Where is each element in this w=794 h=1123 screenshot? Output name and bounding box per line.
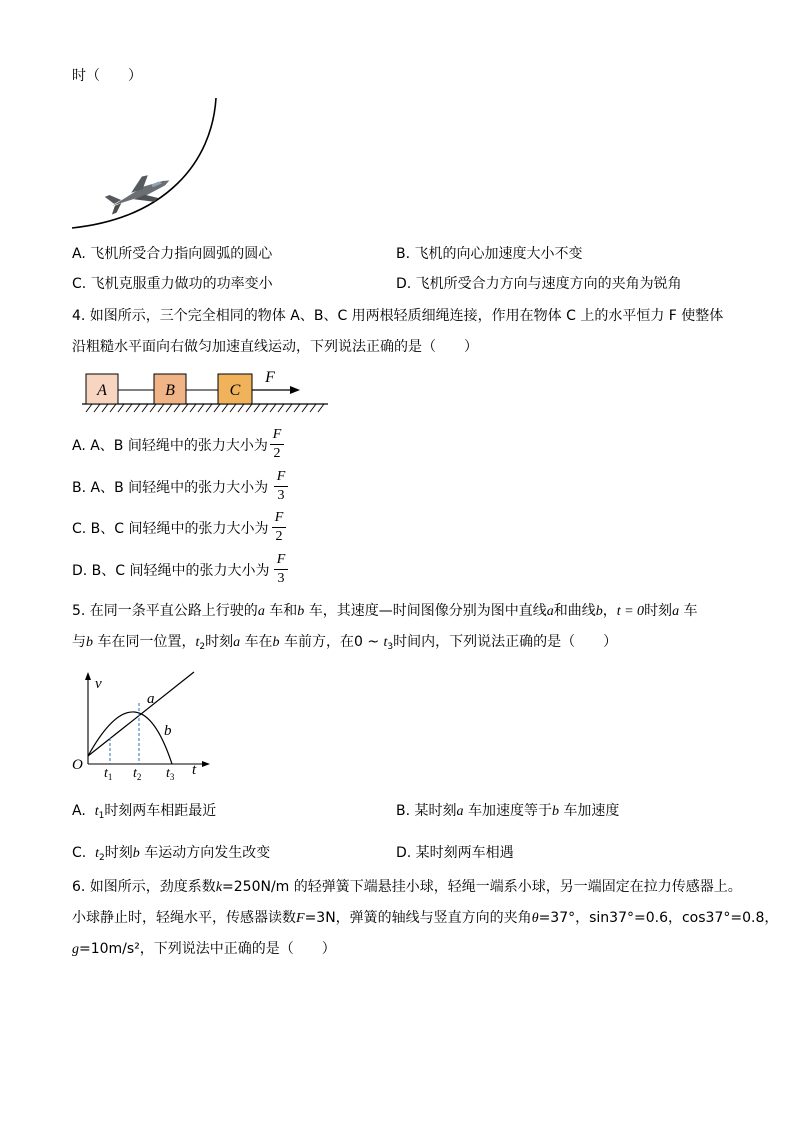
- q4-option-c[interactable]: C. B、C 间轻绳中的张力大小为: [72, 521, 269, 537]
- t1-label: $t_1$: [104, 766, 113, 782]
- text-run: 5. 在同一条平直公路上行驶的: [72, 603, 258, 619]
- q5-option-b[interactable]: [396, 803, 619, 820]
- fraction-numerator: F: [272, 427, 282, 442]
- q3-option-c[interactable]: C. 飞机克服重力做功的功率变小: [72, 276, 273, 292]
- text-run: =3N，弹簧的轴线与竖直方向的夹角: [304, 910, 532, 926]
- q6-stem-line2: [72, 910, 778, 927]
- var-a: a: [456, 804, 464, 819]
- var-b: b: [595, 604, 603, 619]
- block-b-label: B: [165, 382, 175, 399]
- q5-option-c[interactable]: [72, 845, 270, 866]
- q5-option-a[interactable]: [72, 803, 216, 824]
- option-text: 时刻: [104, 845, 133, 861]
- option-text: 车运动方向发生改变: [139, 845, 271, 861]
- var-t: t: [94, 804, 99, 819]
- var-t: t: [195, 635, 200, 650]
- force-arrow-head: [290, 386, 300, 394]
- circular-arc-path: [72, 98, 216, 228]
- q4-stem-line2: 沿粗糙水平面向右做匀加速直线运动，下列说法正确的是（ ）: [72, 339, 478, 355]
- text-run: 时刻: [644, 603, 673, 619]
- option-text: 时刻两车相距最近: [104, 803, 217, 819]
- q4-option-b-fraction: [274, 469, 288, 504]
- q4-option-d-fraction: [274, 552, 288, 587]
- text-run: 和曲线: [553, 603, 596, 619]
- v-label: v: [95, 676, 102, 692]
- q5-vt-graph: [66, 668, 216, 782]
- fraction-denominator: 3: [277, 488, 285, 503]
- subscript: 1: [98, 811, 105, 821]
- var-k: k: [215, 880, 223, 895]
- force-label: F: [265, 369, 275, 386]
- q6-stem-line3: [72, 941, 336, 958]
- text-run: 车在同一位置，: [93, 634, 196, 650]
- subscript: 2: [99, 853, 105, 863]
- q4-stem-line1: 4. 如图所示，三个完全相同的物体 A、B、C 用两根轻质细绳连接，作用在物体 C 上的水平恒力 F 使整体: [72, 308, 724, 324]
- var-b: b: [297, 604, 305, 619]
- option-text: 车加速度: [558, 803, 620, 819]
- text-run: 时间内，下列说法正确的是（ ）: [393, 634, 618, 650]
- fraction-denominator: 3: [277, 571, 285, 586]
- ground-hatching: [86, 404, 324, 412]
- option-text: 车加速度等于: [463, 803, 552, 819]
- block-a-label: A: [97, 382, 107, 399]
- q4-figure: [70, 366, 330, 414]
- line-a-label: a: [147, 691, 155, 707]
- fraction-bar: [274, 569, 288, 570]
- var-theta: θ: [531, 911, 539, 926]
- var-b: b: [272, 635, 280, 650]
- t-axis-arrow: [202, 761, 210, 767]
- text-run: 车: [679, 603, 698, 619]
- q6-stem-line1: [72, 879, 742, 896]
- v-axis-arrow: [85, 672, 91, 680]
- text-run: 时刻: [205, 634, 234, 650]
- q5-stem-line2: [72, 634, 617, 655]
- t2-label: $t_2$: [133, 766, 142, 782]
- var-t: t: [95, 846, 100, 861]
- var-a: a: [546, 604, 554, 619]
- text-run: 车，其速度—时间图像分别为图中直线: [304, 603, 547, 619]
- var-b: b: [551, 804, 559, 819]
- option-text: B. 某时刻: [396, 803, 457, 819]
- var-f: F: [296, 911, 305, 926]
- q3-option-b[interactable]: B. 飞机的向心加速度大小不变: [396, 246, 583, 262]
- q4-option-c-fraction: [272, 510, 286, 545]
- var-b: b: [132, 846, 140, 861]
- q3-option-d[interactable]: D. 飞机所受合力方向与速度方向的夹角为锐角: [396, 276, 682, 292]
- t-axis-label: t: [192, 762, 197, 778]
- fraction-bar: [270, 444, 284, 445]
- text-run: =37°，sin37°=0.6，cos37°=0.8，: [538, 910, 779, 926]
- text-run: 与: [72, 634, 86, 650]
- range-start: 0 ~: [353, 634, 384, 650]
- text-run: =250N/m 的轻弹簧下端悬挂小球，轻绳一端系小球，另一端固定在拉力传感器上。: [222, 879, 742, 895]
- fraction-numerator: F: [276, 469, 286, 484]
- var-b: b: [86, 635, 93, 650]
- block-c-label: C: [229, 382, 241, 399]
- q4-option-a[interactable]: A. A、B 间轻绳中的张力大小为: [72, 438, 268, 454]
- text-run: ，: [602, 603, 617, 619]
- t3-label: $t_3$: [166, 766, 175, 782]
- q4-option-d[interactable]: D. B、C 间轻绳中的张力大小为: [72, 563, 270, 579]
- t-equals-zero: t = 0: [616, 604, 645, 619]
- q3-option-a[interactable]: A. 飞机所受合力指向圆弧的圆心: [72, 246, 273, 262]
- var-a: a: [233, 635, 241, 650]
- text-run: 小球静止时，轻绳水平，传感器读数: [72, 910, 296, 926]
- origin-label: O: [72, 757, 83, 773]
- var-t: t: [383, 635, 388, 650]
- var-a: a: [672, 604, 680, 619]
- fraction-bar: [272, 527, 286, 528]
- text-run: 车前方，在: [279, 634, 354, 650]
- curve-b-label: b: [164, 723, 172, 739]
- q3-figure: [66, 92, 226, 237]
- subscript: 2: [199, 642, 206, 652]
- fraction-numerator: F: [276, 552, 286, 567]
- fraction-bar: [274, 486, 288, 487]
- var-a: a: [257, 604, 265, 619]
- q3-stem-tail: 时（ ）: [72, 68, 142, 84]
- q5-option-d[interactable]: D. 某时刻两车相遇: [396, 845, 514, 861]
- text-run: =10m/s²，下列说法中正确的是（ ）: [79, 941, 336, 957]
- option-letter: C.: [72, 845, 87, 861]
- q4-option-a-fraction: [270, 427, 284, 462]
- text-run: 6. 如图所示，劲度系数: [72, 879, 216, 895]
- text-run: 车在: [240, 634, 273, 650]
- q4-option-b[interactable]: B. A、B 间轻绳中的张力大小为: [72, 480, 269, 496]
- fraction-numerator: F: [274, 510, 284, 525]
- subscript: 3: [387, 642, 394, 652]
- option-letter: A.: [72, 803, 86, 819]
- curve-b: [88, 712, 172, 764]
- var-g: g: [72, 942, 79, 957]
- text-run: 车和: [264, 603, 298, 619]
- q5-stem-line1: [72, 603, 698, 620]
- fraction-denominator: 2: [275, 529, 283, 544]
- fraction-denominator: 2: [273, 446, 281, 461]
